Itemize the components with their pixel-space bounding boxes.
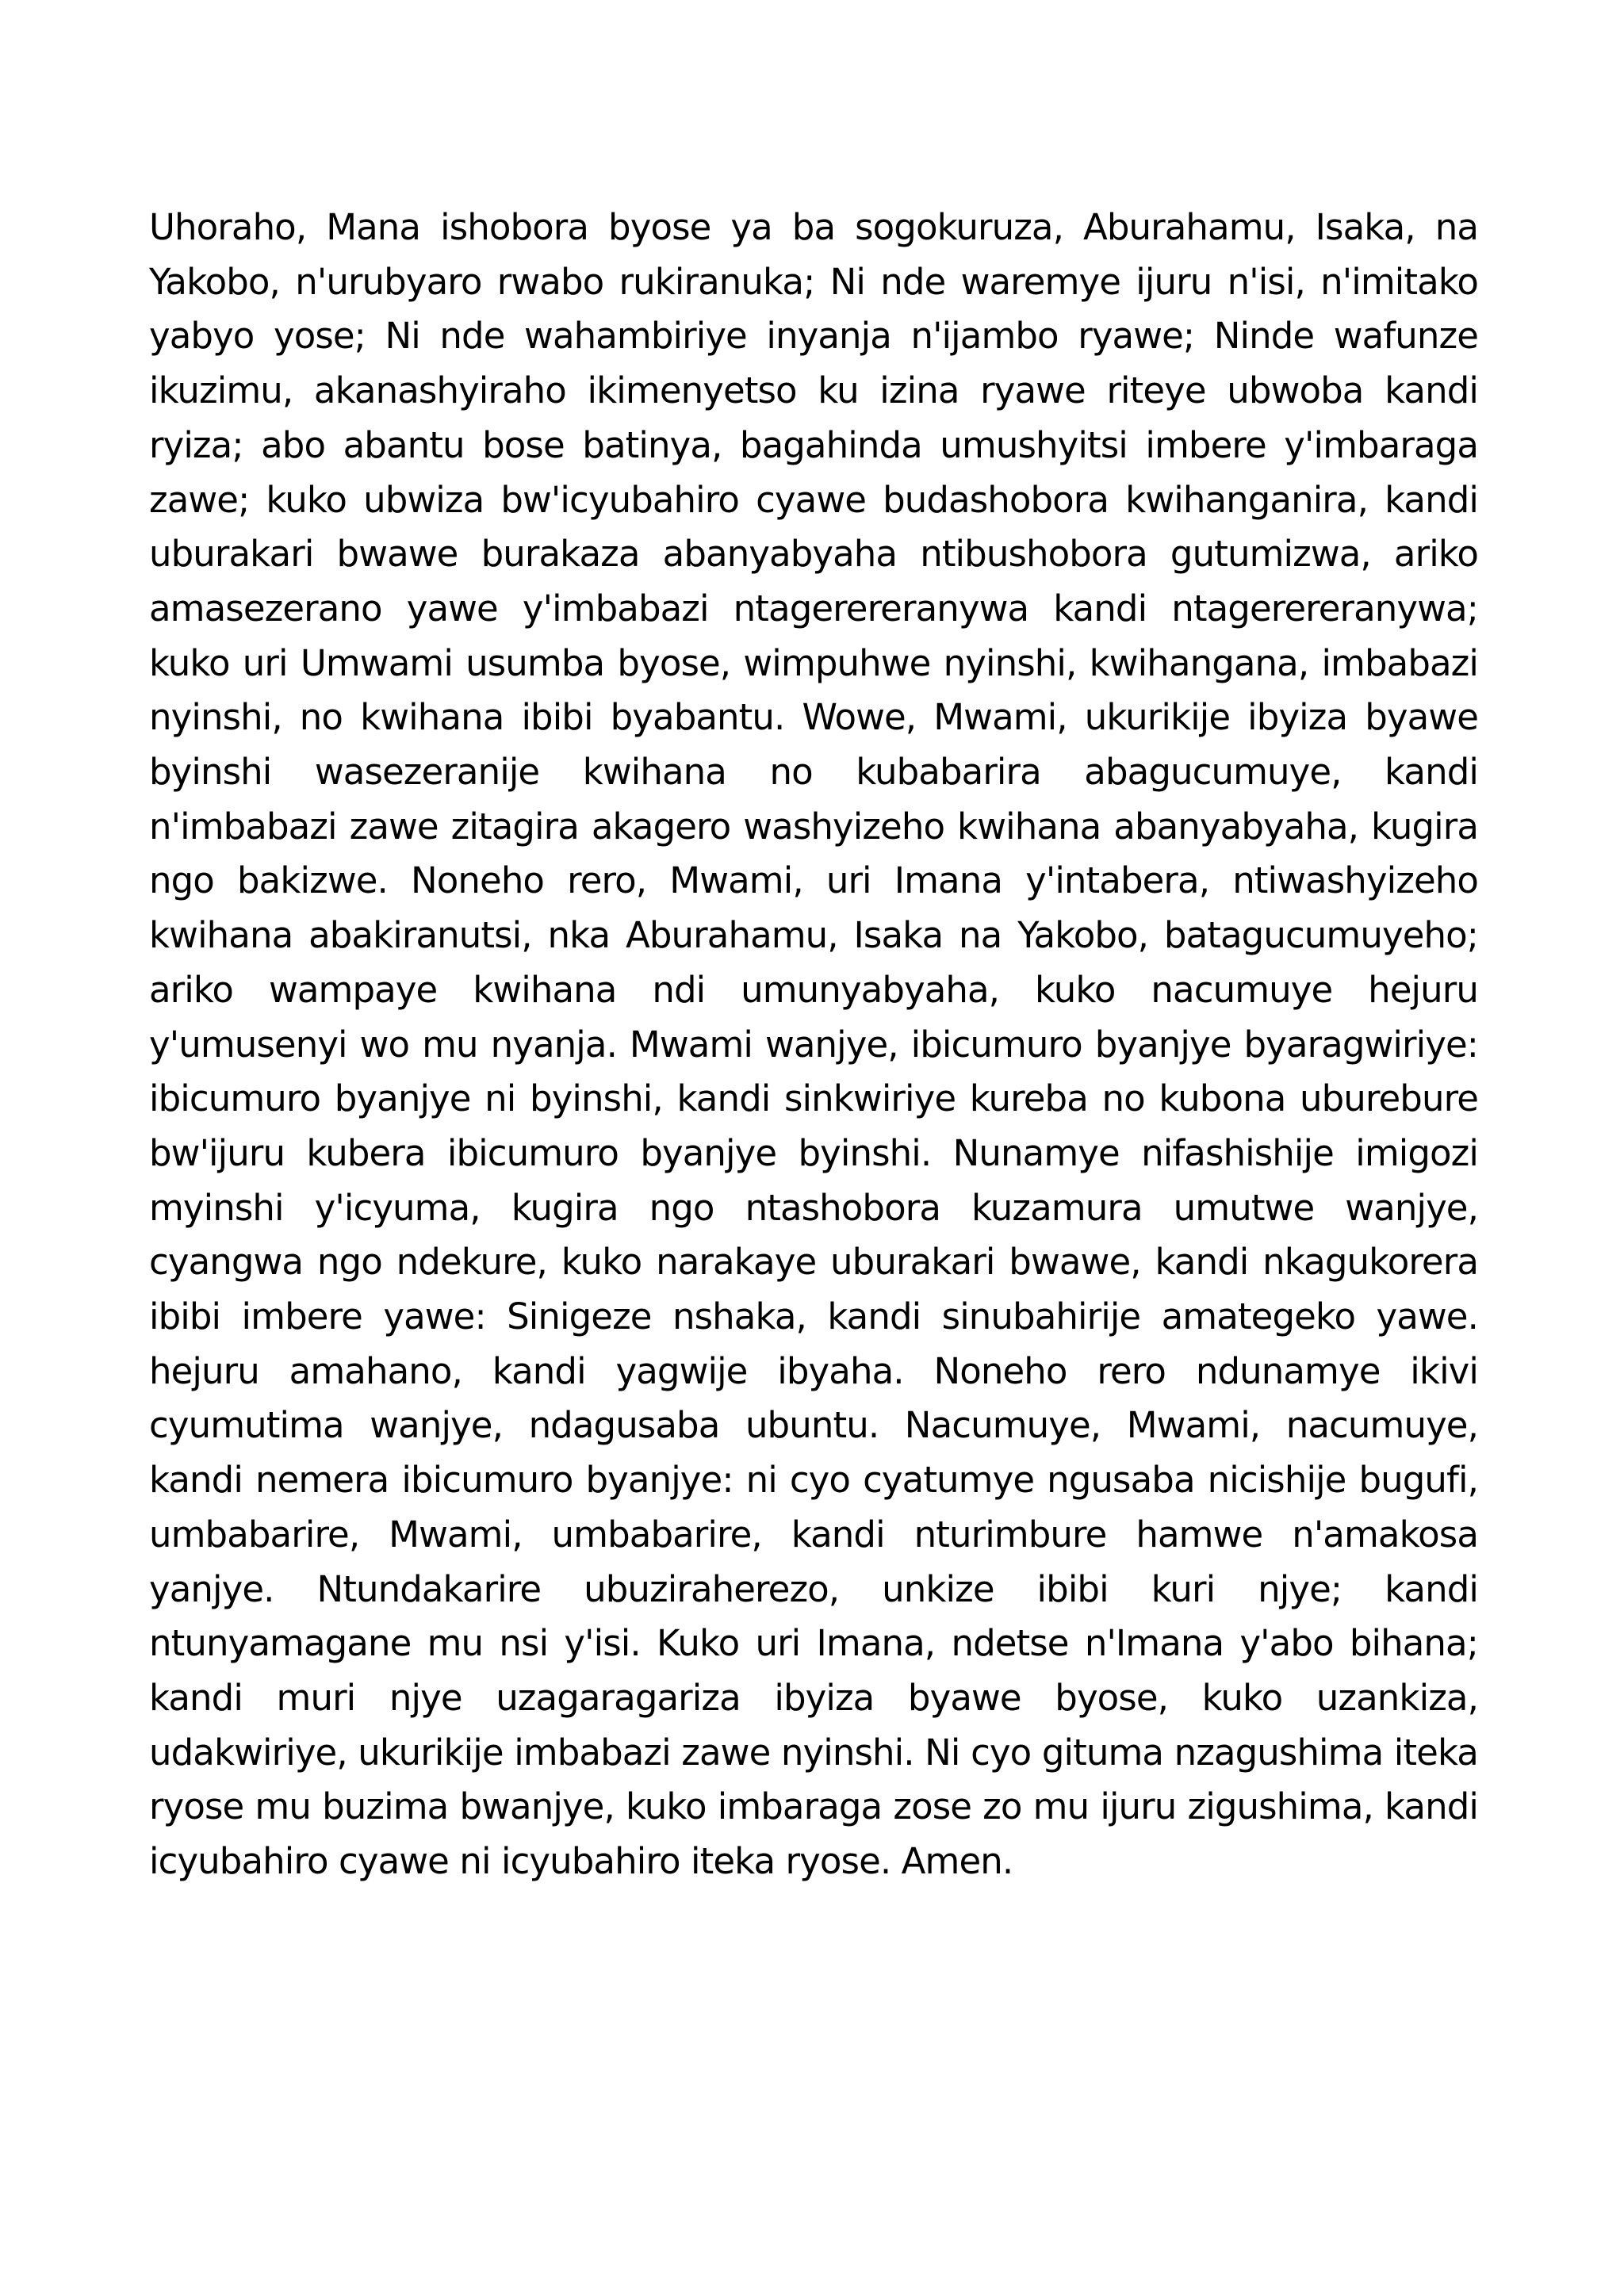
body-paragraph: Uhoraho, Mana ishobora byose ya ba sogokuruza, Aburahamu, Isaka, na Yakobo, n'urubyaro rwabo rukiranuka; Ni nde waremye ijuru n'isi, n'imitako yabyo yose; Ni nde wahambiriye inyanja n'ijambo ryawe; Ninde wafunze ikuzimu, akanashyiraho ikimenyetso ku izina ryawe riteye ubwoba kandi ryiza; abo abantu bose batinya, bagahinda umushyitsi imbere y'imbaraga zawe; kuko ubwiza bw'icyubahiro cyawe budashobora kwihanganira, kandi uburakari bwawe burakaza abanyabyaha ntibushobora gutumizwa, ariko amasezerano yawe y'imbabazi ntagerereranywa kandi ntagerereranywa; kuko uri Umwami usumba byose, wimpuhwe nyinshi, kwihangana, imbabazi nyinshi, no kwihana ibibi byabantu. Wowe, Mwami, ukurikije ibyiza byawe byinshi wasezeranije kwihana no kubabarira abagucumuye, kandi n'imbabazi zawe zitagira akagero washyizeho kwihana abanyabyaha, kugira ngo bakizwe. Noneho rero, Mwami, uri Imana y'intabera, ntiwashyizeho kwihana abakiranutsi, nka Aburahamu, Isaka na Yakobo, batagucumuyeho; ariko wampaye kwihana ndi umunyabyaha, kuko nacumuye hejuru y'umusenyi wo mu nyanja. Mwami wanjye, ibicumuro byanjye byaragwiriye: ibicumuro byanjye ni byinshi, kandi sinkwiriye kureba no kubona uburebure bw'ijuru kubera ibicumuro byanjye byinshi. Nunamye nifashishije imigozi myinshi y'icyuma, kugira ngo ntashobora kuzamura umutwe wanjye, cyangwa ngo ndekure, kuko narakaye uburakari bwawe, kandi nkagukorera ibibi imbere yawe: Sinigeze nshaka, kandi sinubahirije amategeko yawe. hejuru amahano, kandi yagwije ibyaha. Noneho rero ndunamye ikivi cyumutima wanjye, ndagusaba ubuntu. Nacumuye, Mwami, nacumuye, kandi nemera ibicumuro byanjye: ni cyo cyatumye ngusaba nicishije bugufi, umbabarire, Mwami, umbabarire, kandi nturimbure hamwe n'amakosa yanjye. Ntundakarire ubuziraherezo, unkize ibibi kuri njye; kandi ntunyamagane mu nsi y'isi. Kuko uri Imana, ndetse n'Imana y'abo bihana; kandi muri njye uzagaragariza ibyiza byawe byose, kuko uzankiza, udakwiriye, ukurikije imbabazi zawe nyinshi. Ni cyo gituma nzagushima iteka ryose mu buzima bwanjye, kuko imbaraga zose zo mu ijuru zigushima, kandi icyubahiro cyawe ni icyubahiro iteka ryose. Amen.	[149, 206, 1478, 1883]
